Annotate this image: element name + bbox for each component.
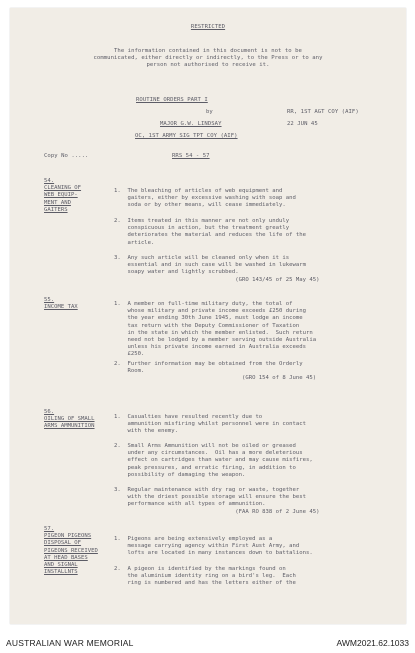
orders-title: ROUTINE ORDERS PART I	[136, 97, 208, 103]
item-paragraph: 2. Items treated in this manner are not only unduly conspicuous in action, but the treatment greatly deteriorates the material and reduces the life of the article.	[114, 218, 306, 246]
items-range: RRS 54 - 57	[172, 153, 210, 159]
order-date: 22 JUN 45	[287, 121, 318, 127]
unit-reference: RR, 1ST AGT COY (AIF)	[287, 109, 359, 115]
item-paragraph: 3. Any such article will be cleaned only when it is essential and in such case will be washed in lukewarm soapy water and lightly scrubbed. (GRO 143/45 of 25 May 45)	[114, 255, 320, 283]
item-paragraph: 1. Casualties have resulted recently due to ammunition misfiring whilst personnel were in contact with the enemy.	[114, 414, 306, 435]
by-line: by	[206, 109, 213, 115]
item-paragraph: 3. Regular maintenance with dry rag or waste, together with the driest possible storage will ensure the best performance with all types of ammunition. (FAA RO 838 of 2 June 45)	[114, 487, 320, 515]
officer-name: MAJOR G.W. LINDSAY	[160, 121, 222, 127]
item-heading: 54. CLEANING OF WEB EQUIP- MENT AND GAITERS	[44, 178, 82, 213]
unit-name: OC, 1ST ARMY SIG TPT COY (AIF)	[135, 133, 238, 139]
item-paragraph: 2. Small Arms Ammunition will not be oiled or greased under any circumstances. Oil has a more deleterious effect on cartridges than water and may cause misfires, peak pressures, and erratic firing, in addition to possibility of damaging the weapon.	[114, 443, 313, 478]
archive-reference: AWM2021.62.1033	[336, 638, 409, 648]
item-paragraph: 1. Pigeons are being extensively employed as a message carrying agency within First Aust Army, and lofts are located in many instances down to battalions.	[114, 536, 313, 557]
item-paragraph: 1. A member on full-time military duty, the total of whose military and private income exceeds £250 during the year ending 30th June 1945, must lodge an income tax return with the Deputy Commissioner of Taxation in the state in which the member enlisted. Such return need not be lodged by a member serving outside Australia unless his private income earned in Australia exceeds £250.	[114, 301, 317, 358]
item-paragraph: 2. A pigeon is identified by the markings found on the aluminium identity ring on a bird's leg. Each ring is numbered and has the letters either of the	[114, 566, 296, 587]
archive-name: AUSTRALIAN WAR MEMORIAL	[6, 638, 134, 648]
security-notice: The information contained in this document is not to be communicated, either directly or indirectly, to the Press or to any person not authorised to receive it.	[93, 48, 323, 69]
item-heading: 55. INCOME TAX	[44, 297, 78, 311]
copy-number: Copy No .....	[44, 153, 89, 159]
item-paragraph: 1. The bleaching of articles of web equipment and gaiters, either by excessive washing with soap and soda or by other means, will cease immediately.	[114, 188, 296, 209]
document-page	[10, 8, 406, 624]
item-heading: 57. PIGEON PIGEONS DISPOSAL OF PIGEONS RECEIVED AT HEAD BASES AND SIGNAL INSTALLNTS	[44, 526, 98, 576]
classification-heading: RESTRICTED	[190, 24, 226, 30]
archive-footer	[0, 633, 415, 653]
item-paragraph: 2. Further information may be obtained from the Orderly Room. (GRO 154 of 8 June 45)	[114, 361, 317, 382]
item-heading: 56. OILING OF SMALL ARMS AMMUNITION	[44, 409, 95, 430]
